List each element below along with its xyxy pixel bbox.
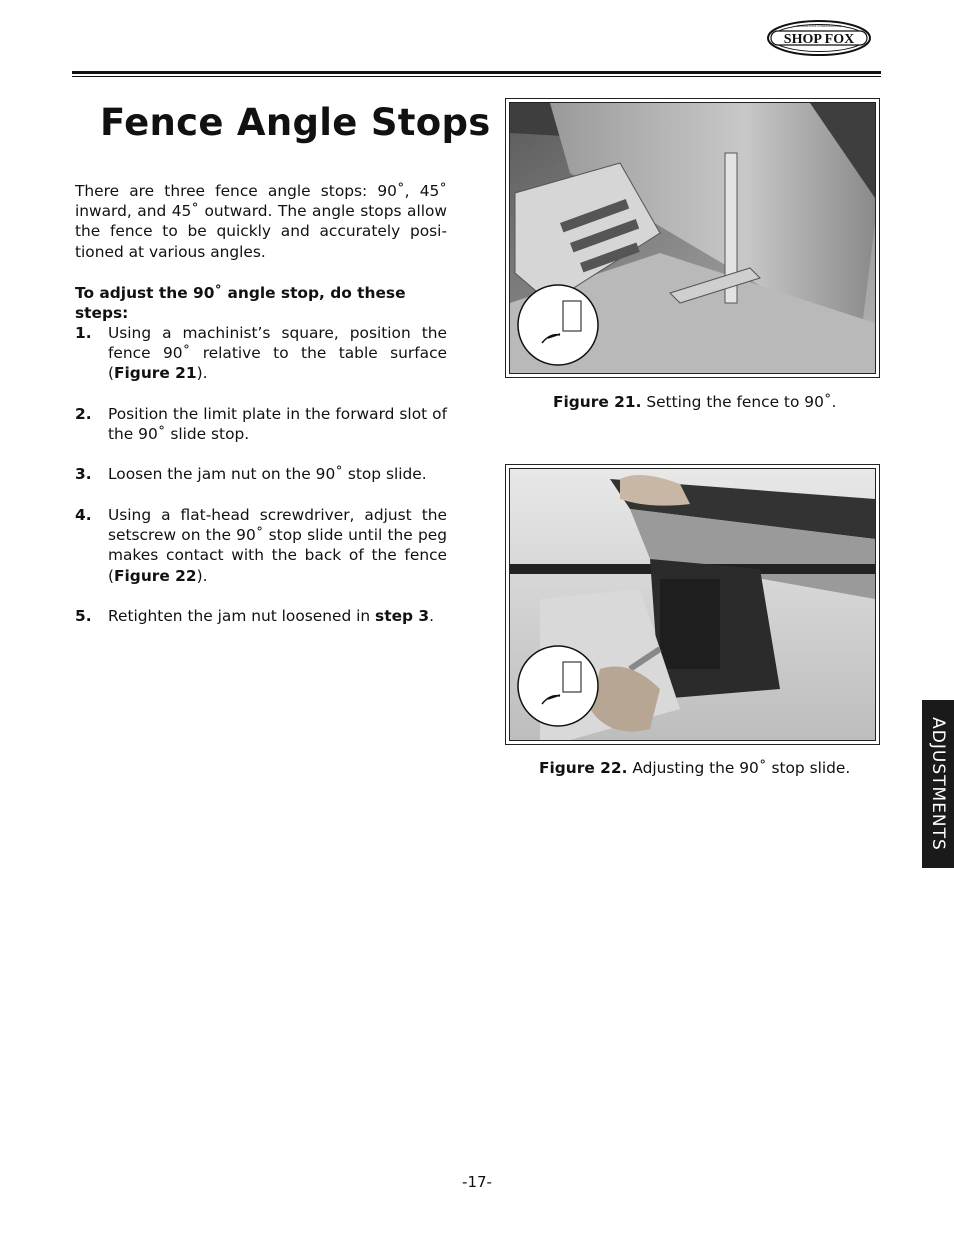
logo-small-text: WOODSTOCK INTERNATIONAL — [796, 24, 842, 28]
step-text-end: . — [429, 607, 434, 625]
intro-paragraph: There are three fence angle stops: 90˚, 45˚ inward, and 45˚ outward. The angle stops allow the fence to be quickly and accurately positioned at various angles. — [75, 182, 447, 261]
figure-22-photo — [510, 469, 875, 740]
step-number: 4. — [75, 506, 92, 524]
step-number: 3. — [75, 465, 92, 483]
figure-label: Figure 21. — [553, 393, 642, 411]
figure-21-frame — [505, 98, 880, 378]
header-rule — [72, 71, 881, 74]
figure-reference: Figure 21 — [114, 364, 197, 383]
step-2 — [75, 404, 447, 444]
header-rule-thin — [72, 76, 881, 77]
page-number: -17- — [462, 1173, 492, 1191]
step-1 — [75, 323, 447, 384]
figure-22-frame — [505, 464, 880, 745]
figure-21-photo — [510, 103, 875, 373]
figure-caption-text: Setting the fence to 90˚. — [641, 393, 837, 411]
page-title: Fence Angle Stops — [100, 101, 491, 144]
step-5 — [75, 606, 447, 626]
step-number: 2. — [75, 405, 92, 423]
step-text: Loosen the jam nut on the 90˚ stop slide. — [108, 465, 427, 483]
figure-label: Figure 22. — [539, 759, 628, 777]
figure-caption-text: Adjusting the 90˚ stop slide. — [627, 759, 851, 777]
step-4 — [75, 505, 447, 586]
procedure-lead: To adjust the 90˚ angle stop, do these steps: — [75, 284, 406, 323]
step-number: 1. — [75, 324, 92, 342]
section-tab-label: ADJUSTMENTS — [928, 717, 948, 851]
step-text-end: ). — [196, 566, 208, 585]
step-number: 5. — [75, 607, 92, 625]
section-tab — [922, 700, 954, 868]
step-text: Retighten the jam nut loosened in — [108, 607, 376, 625]
step-text: Using a flat-head screwdriver, adjust the setscrew on the 90˚ stop slide until the peg makes contact with the back of the fence ( — [108, 506, 447, 585]
step-text-end: ). — [196, 364, 208, 383]
step-text: Position the limit plate in the forward slot of the 90˚ slide stop. — [108, 405, 447, 444]
step-text: Using a machinist’s square, position the fence 90˚ relative to the table surface ( — [108, 324, 447, 383]
shop-fox-logo — [766, 19, 872, 57]
step-3 — [75, 464, 447, 484]
figure-22-caption — [539, 758, 850, 778]
logo-text: SHOP FOX — [783, 32, 855, 47]
step-reference: step 3 — [375, 607, 430, 625]
figure-21-caption — [553, 392, 836, 412]
figure-reference: Figure 22 — [114, 566, 197, 585]
